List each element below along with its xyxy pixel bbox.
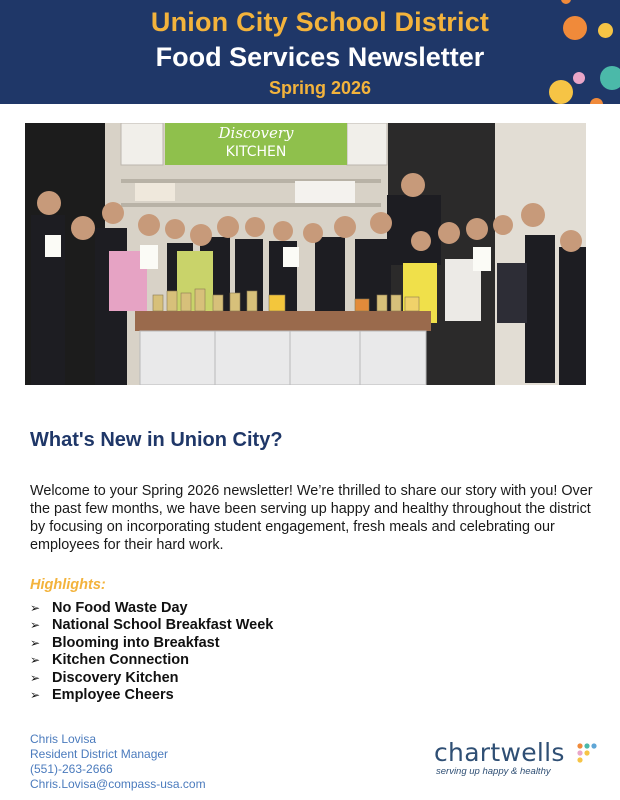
list-item-label: No Food Waste Day: [52, 600, 188, 616]
contact-name: Chris Lovisa: [30, 732, 97, 746]
list-item-label: National School Breakfast Week: [52, 617, 274, 634]
logo-tagline: serving up happy & healthy: [436, 766, 551, 777]
arrow-bullet-icon: ➢: [30, 687, 41, 702]
list-item-label: Blooming into Breakfast: [52, 634, 220, 651]
arrow-bullet-icon: ➢: [30, 601, 41, 615]
district-title: Union City School District: [150, 7, 490, 37]
intro-paragraph: Welcome to your Spring 2026 newsletter! We’re thrilled to share our story with you! Over the past few months, we have been serving up happy and healthy throughout the district by focusing on incorporating student engagement, fresh meals and celebrating our employees for their hard work.: [30, 483, 593, 553]
arrow-bullet-icon: ➢: [30, 635, 41, 650]
newsletter-header: [0, 0, 620, 104]
arrow-bullet-icon: ➢: [30, 670, 41, 685]
list-item: [30, 635, 273, 652]
decor-dot-icon: [561, 0, 571, 4]
highlights-list: [30, 600, 273, 704]
contact-email-link[interactable]: Chris.Lovisa@compass-usa.com: [30, 777, 206, 791]
arrow-bullet-icon: ➢: [30, 618, 41, 633]
newsletter-title: Food Services Newsletter: [155, 42, 485, 72]
list-item: [30, 617, 273, 634]
list-item: [30, 600, 273, 617]
season-subtitle: Spring 2026: [268, 78, 372, 98]
list-item-label: Kitchen Connection: [52, 652, 189, 669]
decor-dot-icon: [573, 72, 585, 84]
logo-dots-icon: [576, 742, 598, 764]
contact-block: [30, 732, 206, 792]
decor-dot-icon: [600, 66, 620, 90]
list-item: [30, 670, 273, 687]
contact-phone[interactable]: (551)-263-2666: [30, 762, 113, 776]
arrow-bullet-icon: ➢: [30, 653, 41, 668]
list-item: [30, 687, 273, 704]
decor-dot-icon: [598, 23, 613, 38]
decor-dot-icon: [563, 16, 587, 40]
list-item: [30, 652, 273, 669]
highlights-label: Highlights:: [30, 577, 106, 593]
contact-role: Resident District Manager: [30, 747, 169, 761]
sign-text-line2: KITCHEN: [225, 144, 287, 160]
chartwells-logo: [430, 738, 600, 778]
group-photo: [25, 123, 586, 385]
sign-text-line1: Discovery: [218, 124, 294, 142]
list-item-label: Employee Cheers: [52, 686, 174, 703]
decor-dot-icon: [549, 80, 573, 104]
section-title: What's New in Union City?: [30, 429, 283, 451]
logo-wordmark: chartwells: [434, 738, 565, 767]
list-item-label: Discovery Kitchen: [52, 669, 179, 686]
decor-dot-icon: [590, 98, 603, 104]
